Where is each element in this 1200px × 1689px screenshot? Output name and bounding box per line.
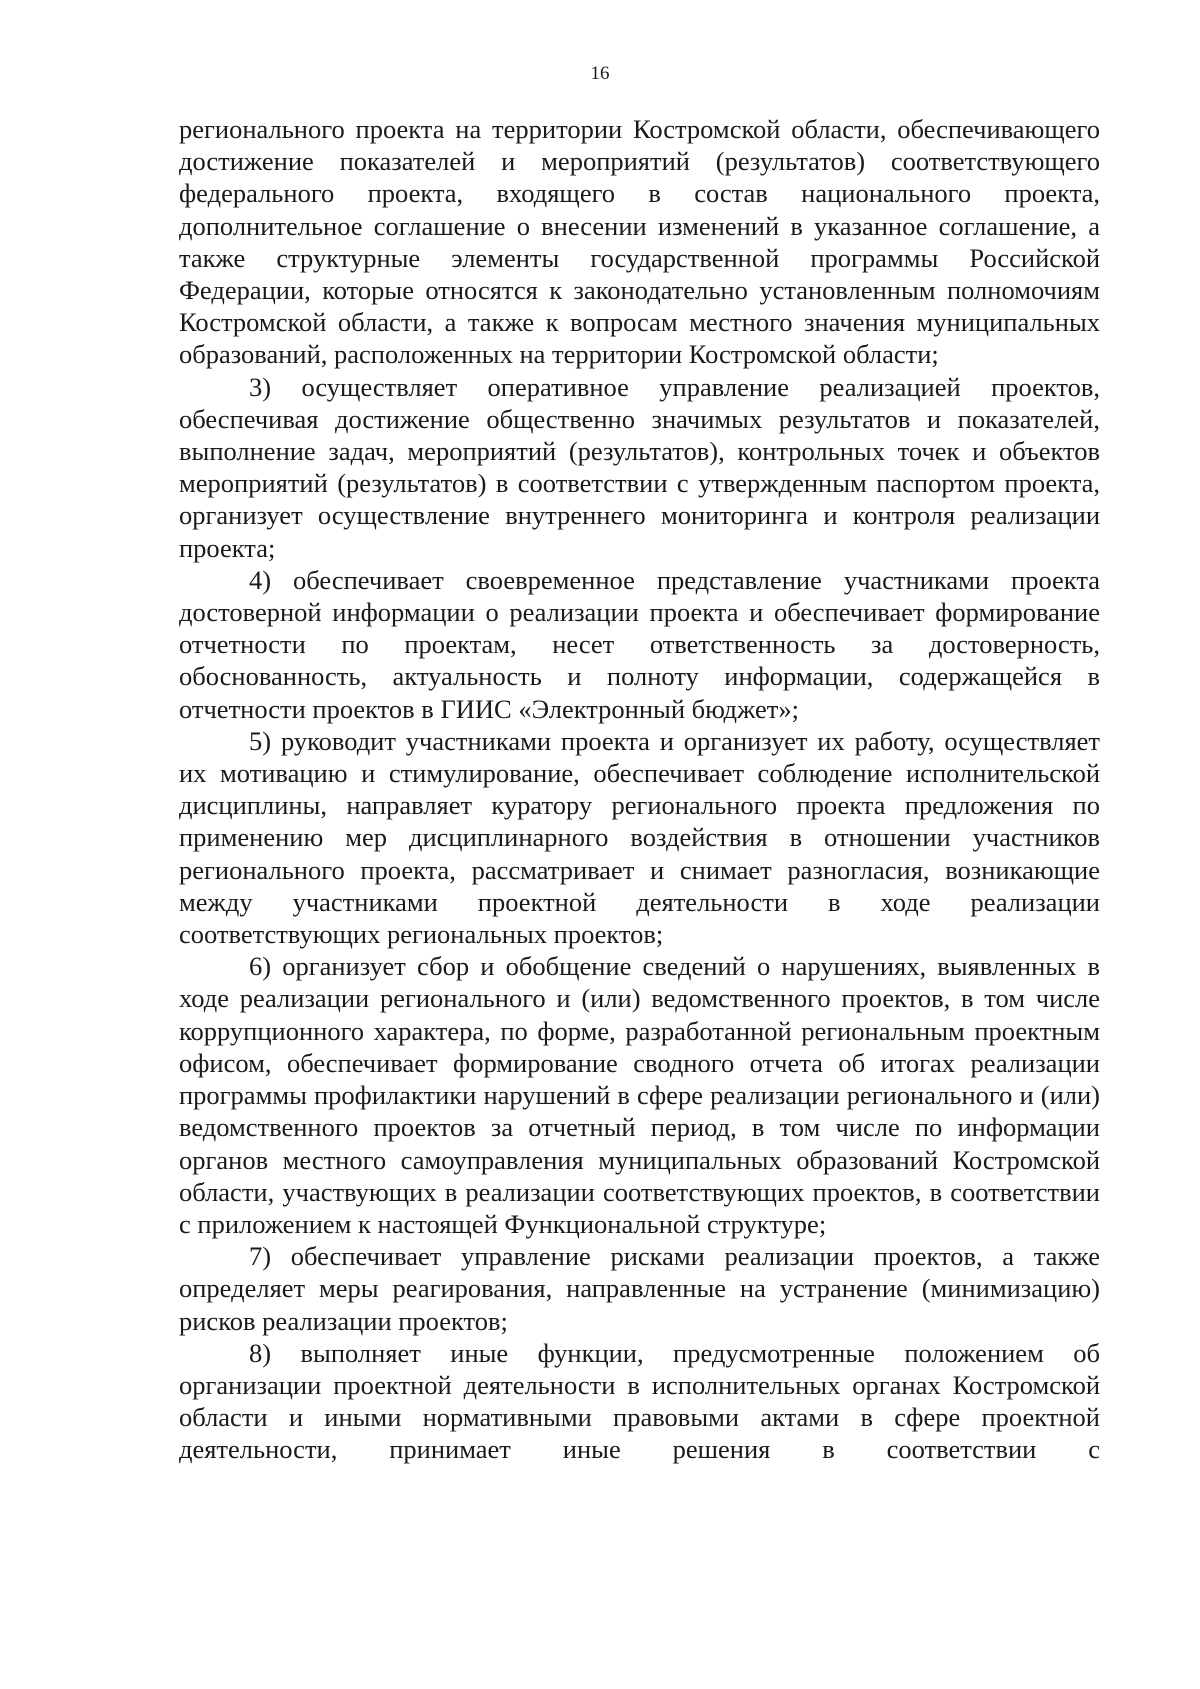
paragraph-item-5: 5) руководит участниками проекта и организует их работу, осуществляет их мотивацию и стимулирование, обеспечивает соблюдение исполнительской дисциплины, направляет куратору регионального проекта предложения по применению мер дисциплинарного воздействия в отношении участников регионального проекта, рассматривает и снимает разногласия, возникающие между участниками проектной деятельности в ходе реализации соответствующих региональных проектов; <box>179 725 1100 950</box>
paragraph-item-8: 8) выполняет иные функции, предусмотренные положением об организации проектной деятельности в исполнительных органах Костромской области и иными нормативными правовыми актами в сфере проектной деятельности, принимает иные решения в соответствии с <box>179 1337 1100 1465</box>
paragraph-item-6: 6) организует сбор и обобщение сведений о нарушениях, выявленных в ходе реализации регионального и (или) ведомственного проектов, в том числе коррупционного характера, по форме, разработанной региональным проектным офисом, обеспечивает формирование сводного отчета об итогах реализации программы профилактики нарушений в сфере реализации регионального и (или) ведомственного проектов за отчетный период, в том числе по информации органов местного самоуправления муниципальных образований Костромской области, участвующих в реализации соответствующих проектов, в соответствии с приложением к настоящей Функциональной структуре; <box>179 951 1100 1239</box>
paragraph-item-3: 3) осуществляет оперативное управление реализацией проектов, обеспечивая достижение общественно значимых результатов и показателей, выполнение задач, мероприятий (результатов), контрольных точек и объектов мероприятий (результатов) в соответствии с утвержденным паспортом проекта, организует осуществление внутреннего мониторинга и контроля реализации проекта; <box>179 371 1100 563</box>
paragraph-continuation: регионального проекта на территории Костромской области, обеспечивающего достижение показателей и мероприятий (результатов) соответствующего федерального проекта, входящего в состав национального проекта, дополнительное соглашение о внесении изменений в указанное соглашение, а также структурные элементы государственной программы Российской Федерации, которые относятся к законодательно установленным полномочиям Костромской области, а также к вопросам местного значения муниципальных образований, расположенных на территории Костромской области; <box>179 114 1100 370</box>
paragraph-item-7: 7) обеспечивает управление рисками реализации проектов, а также определяет меры реагирования, направленные на устранение (минимизацию) рисков реализации проектов; <box>179 1241 1100 1336</box>
document-body <box>179 113 1100 1466</box>
paragraph-item-4: 4) обеспечивает своевременное представление участниками проекта достоверной информации о реализации проекта и обеспечивает формирование отчетности по проектам, несет ответственность за достоверность, обоснованность, актуальность и полноту информации, содержащейся в отчетности проектов в ГИИС «Электронный бюджет»; <box>179 564 1100 724</box>
page-number: 16 <box>590 63 610 84</box>
